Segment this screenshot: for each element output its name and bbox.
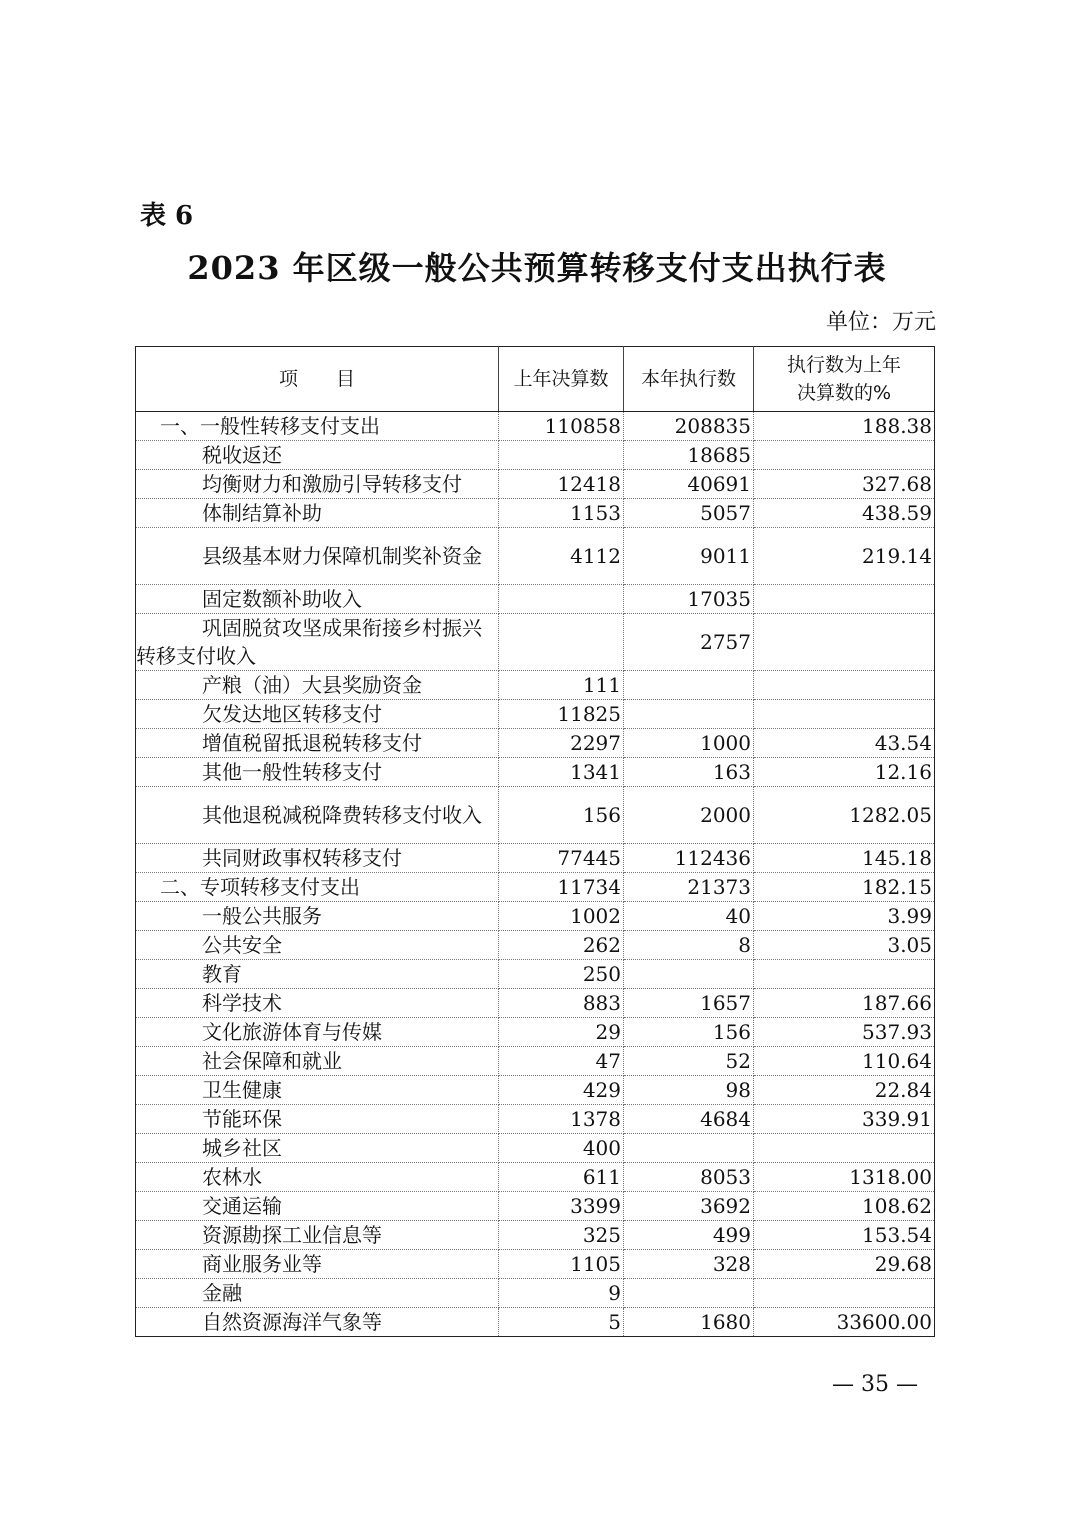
table-row [136,1192,935,1221]
table-row [136,873,935,902]
row-curr-exec: 18685 [624,441,754,470]
row-pct [754,1134,935,1163]
row-curr-exec: 17035 [624,585,754,614]
row-prev-final: 262 [499,931,624,960]
row-prev-final: 1105 [499,1250,624,1279]
table-row [136,902,935,931]
row-item-name: 文化旅游体育与传媒 [136,1018,499,1047]
row-item-name-text: 其他退税减税降费转移支付收入 [202,803,482,827]
table-row [136,758,935,787]
row-prev-final: 400 [499,1134,624,1163]
row-item-name: 公共安全 [136,931,499,960]
row-pct: 153.54 [754,1221,935,1250]
table-row [136,585,935,614]
row-curr-exec: 156 [624,1018,754,1047]
row-pct: 438.59 [754,499,935,528]
row-pct: 22.84 [754,1076,935,1105]
row-pct [754,671,935,700]
table-body [136,412,935,1337]
table-row [136,729,935,758]
table-row [136,470,935,499]
row-curr-exec: 1680 [624,1308,754,1337]
row-prev-final: 156 [499,787,624,844]
row-prev-final: 9 [499,1279,624,1308]
row-pct [754,1279,935,1308]
table-row [136,1308,935,1337]
row-pct: 219.14 [754,528,935,585]
row-curr-exec: 40 [624,902,754,931]
table-label: 表 6 [140,201,194,231]
row-prev-final: 2297 [499,729,624,758]
table-row [136,441,935,470]
row-pct: 29.68 [754,1250,935,1279]
row-item-name: 一、一般性转移支付支出 [136,412,499,441]
row-pct: 43.54 [754,729,935,758]
row-pct: 187.66 [754,989,935,1018]
row-curr-exec: 98 [624,1076,754,1105]
table-row [136,787,935,844]
table-row [136,960,935,989]
row-curr-exec [624,671,754,700]
row-prev-final: 429 [499,1076,624,1105]
row-prev-final: 47 [499,1047,624,1076]
row-curr-exec [624,960,754,989]
page-number: — 35 — [832,1372,918,1397]
table-row [136,1105,935,1134]
row-curr-exec: 9011 [624,528,754,585]
table-row [136,1018,935,1047]
row-curr-exec [624,1134,754,1163]
row-pct: 108.62 [754,1192,935,1221]
row-curr-exec: 328 [624,1250,754,1279]
row-curr-exec [624,700,754,729]
header-curr-exec: 本年执行数 [624,347,754,412]
page-title: 2023 年区级一般公共预算转移支付支出执行表 [187,249,887,287]
header-pct [754,347,935,412]
row-item-name: 交通运输 [136,1192,499,1221]
row-prev-final: 3399 [499,1192,624,1221]
row-item-name: 节能环保 [136,1105,499,1134]
row-item-name: 产粮（油）大县奖励资金 [136,671,499,700]
row-pct: 110.64 [754,1047,935,1076]
row-item-name-text: 巩固脱贫攻坚成果衔接乡村振兴转移支付收入 [136,616,482,668]
row-prev-final: 11734 [499,873,624,902]
table-row [136,1047,935,1076]
row-prev-final: 1002 [499,902,624,931]
row-prev-final: 4112 [499,528,624,585]
row-item-name: 税收返还 [136,441,499,470]
row-curr-exec: 2757 [624,614,754,671]
table-row [136,528,935,585]
row-pct: 327.68 [754,470,935,499]
row-curr-exec: 1657 [624,989,754,1018]
row-curr-exec: 52 [624,1047,754,1076]
row-item-name: 教育 [136,960,499,989]
row-pct [754,441,935,470]
row-item-name: 二、专项转移支付支出 [136,873,499,902]
row-curr-exec: 8053 [624,1163,754,1192]
table-header-row [136,347,935,412]
row-item-name: 共同财政事权转移支付 [136,844,499,873]
row-prev-final: 29 [499,1018,624,1047]
row-prev-final: 11825 [499,700,624,729]
row-item-name: 城乡社区 [136,1134,499,1163]
row-prev-final [499,614,624,671]
row-pct: 33600.00 [754,1308,935,1337]
row-prev-final [499,441,624,470]
unit-label: 单位：万元 [825,310,936,335]
row-prev-final: 77445 [499,844,624,873]
row-curr-exec: 3692 [624,1192,754,1221]
table-row [136,931,935,960]
row-item-name: 科学技术 [136,989,499,1018]
row-item-name: 增值税留抵退税转移支付 [136,729,499,758]
row-curr-exec [624,1279,754,1308]
row-pct [754,585,935,614]
row-item-name: 体制结算补助 [136,499,499,528]
row-item-name: 自然资源海洋气象等 [136,1308,499,1337]
row-curr-exec: 5057 [624,499,754,528]
row-prev-final: 883 [499,989,624,1018]
row-prev-final: 325 [499,1221,624,1250]
row-prev-final: 1153 [499,499,624,528]
row-item-name [136,528,499,585]
table-row [136,412,935,441]
row-curr-exec: 4684 [624,1105,754,1134]
row-pct: 145.18 [754,844,935,873]
row-curr-exec: 1000 [624,729,754,758]
row-item-name: 其他一般性转移支付 [136,758,499,787]
row-item-name [136,787,499,844]
row-prev-final: 611 [499,1163,624,1192]
row-pct: 1318.00 [754,1163,935,1192]
row-item-name: 欠发达地区转移支付 [136,700,499,729]
row-prev-final: 110858 [499,412,624,441]
table-row [136,1279,935,1308]
table-row [136,1134,935,1163]
table-row [136,614,935,671]
row-pct: 537.93 [754,1018,935,1047]
header-item: 项 目 [136,347,499,412]
row-item-name: 商业服务业等 [136,1250,499,1279]
table-row [136,1163,935,1192]
row-item-name [136,614,499,671]
table-row [136,1250,935,1279]
table-row [136,1221,935,1250]
row-pct: 1282.05 [754,787,935,844]
row-pct: 3.05 [754,931,935,960]
table-row [136,1076,935,1105]
row-curr-exec: 163 [624,758,754,787]
row-curr-exec: 40691 [624,470,754,499]
table-row [136,989,935,1018]
row-prev-final: 12418 [499,470,624,499]
row-pct: 12.16 [754,758,935,787]
row-item-name: 固定数额补助收入 [136,585,499,614]
row-curr-exec: 112436 [624,844,754,873]
row-item-name: 一般公共服务 [136,902,499,931]
row-prev-final: 250 [499,960,624,989]
row-prev-final [499,585,624,614]
row-pct [754,614,935,671]
row-item-name: 农林水 [136,1163,499,1192]
row-item-name: 卫生健康 [136,1076,499,1105]
row-pct [754,700,935,729]
row-curr-exec: 8 [624,931,754,960]
row-curr-exec: 208835 [624,412,754,441]
row-prev-final: 111 [499,671,624,700]
table-row [136,700,935,729]
header-prev-final: 上年决算数 [499,347,624,412]
row-prev-final: 1341 [499,758,624,787]
row-item-name-text: 县级基本财力保障机制奖补资金 [202,544,482,568]
row-prev-final: 1378 [499,1105,624,1134]
header-pct-line1: 执行数为上年 [786,354,901,376]
row-pct: 182.15 [754,873,935,902]
row-pct: 339.91 [754,1105,935,1134]
header-pct-line2: 决算数的% [796,382,892,404]
budget-table [135,346,935,1337]
row-item-name: 资源勘探工业信息等 [136,1221,499,1250]
row-curr-exec: 21373 [624,873,754,902]
table-row [136,671,935,700]
row-item-name: 社会保障和就业 [136,1047,499,1076]
row-pct [754,960,935,989]
row-curr-exec: 499 [624,1221,754,1250]
table-row [136,844,935,873]
row-pct: 3.99 [754,902,935,931]
row-curr-exec: 2000 [624,787,754,844]
table-row [136,499,935,528]
row-pct: 188.38 [754,412,935,441]
row-prev-final: 5 [499,1308,624,1337]
row-item-name: 均衡财力和激励引导转移支付 [136,470,499,499]
row-item-name: 金融 [136,1279,499,1308]
